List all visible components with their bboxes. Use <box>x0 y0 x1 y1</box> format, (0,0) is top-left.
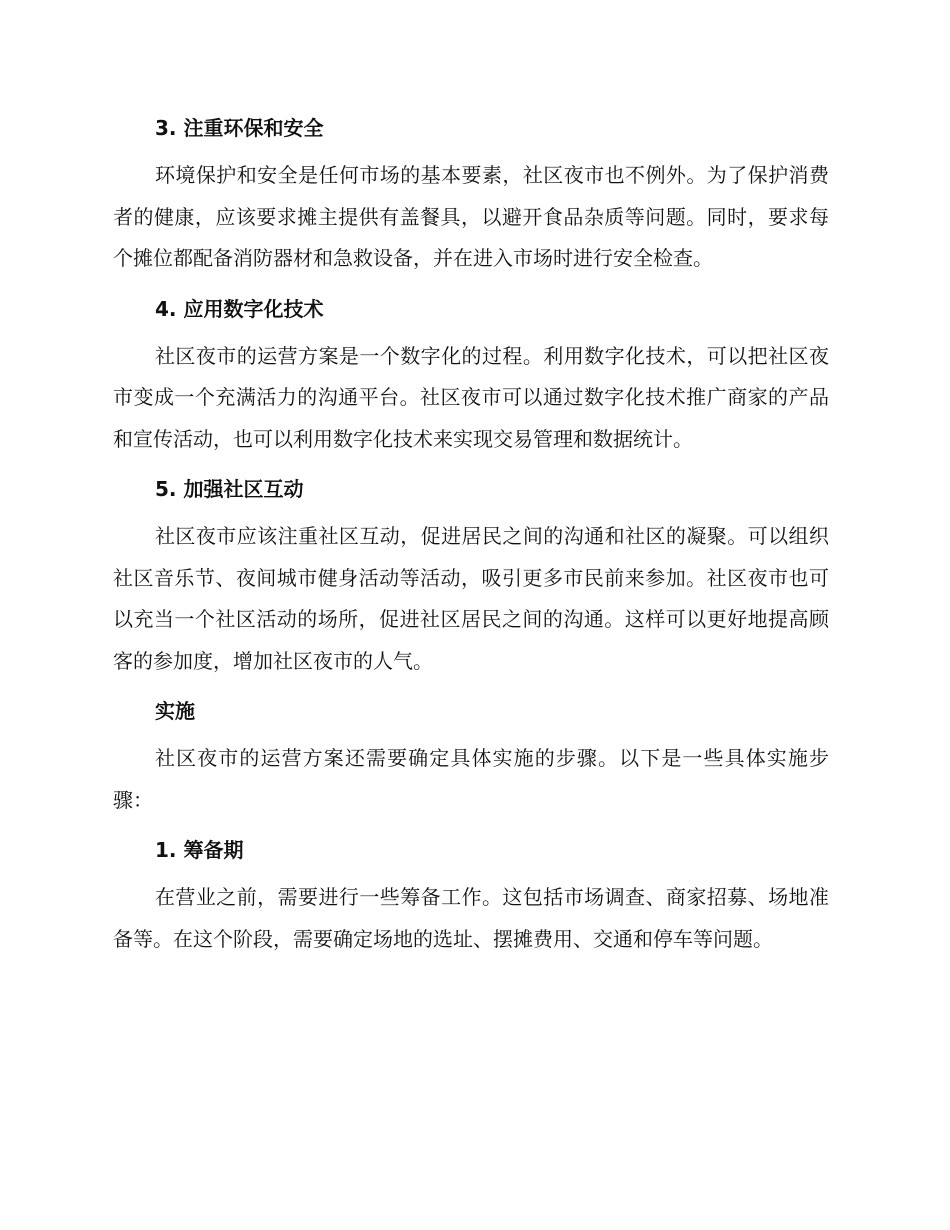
section-heading-community-interaction: 5. 加强社区互动 <box>155 477 304 501</box>
section-paragraph-community-interaction: 社区夜市应该注重社区互动，促进居民之间的沟通和社区的凝聚。可以组织社区音乐节、夜间城市健身活动等活动，吸引更多市民前来参加。社区夜市也可以充当一个社区活动的场所，促进社区居民之间的沟通。这样可以更好地提高顾客的参加度，增加社区夜市的人气。 <box>113 524 829 673</box>
section-paragraph-implementation: 社区夜市的运营方案还需要确定具体实施的步骤。以下是一些具体实施步骤： <box>113 746 829 812</box>
section-heading-digital-tech: 4. 应用数字化技术 <box>155 296 324 321</box>
document-body <box>113 108 829 969</box>
section-heading-preparation: 1. 筹备期 <box>155 838 244 862</box>
section-paragraph-digital-tech: 社区夜市的运营方案是一个数字化的过程。利用数字化技术，可以把社区夜市变成一个充满活力的沟通平台。社区夜市可以通过数字化技术推广商家的产品和宣传活动，也可以利用数字化技术来实现交易管理和数据统计。 <box>113 343 829 451</box>
section-paragraph-preparation: 在营业之前，需要进行一些筹备工作。这包括市场调查、商家招募、场地准备等。在这个阶段，需要确定场地的选址、摆摊费用、交通和停车等问题。 <box>113 885 829 951</box>
section-paragraph-environment-safety: 环境保护和安全是任何市场的基本要素，社区夜市也不例外。为了保护消费者的健康，应该要求摊主提供有盖餐具，以避开食品杂质等问题。同时，要求每个摊位都配备消防器材和急救设备，并在进入市场时进行安全检查。 <box>113 163 829 270</box>
section-heading-environment-safety: 3. 注重环保和安全 <box>155 116 324 140</box>
section-heading-implementation: 实施 <box>155 699 195 723</box>
